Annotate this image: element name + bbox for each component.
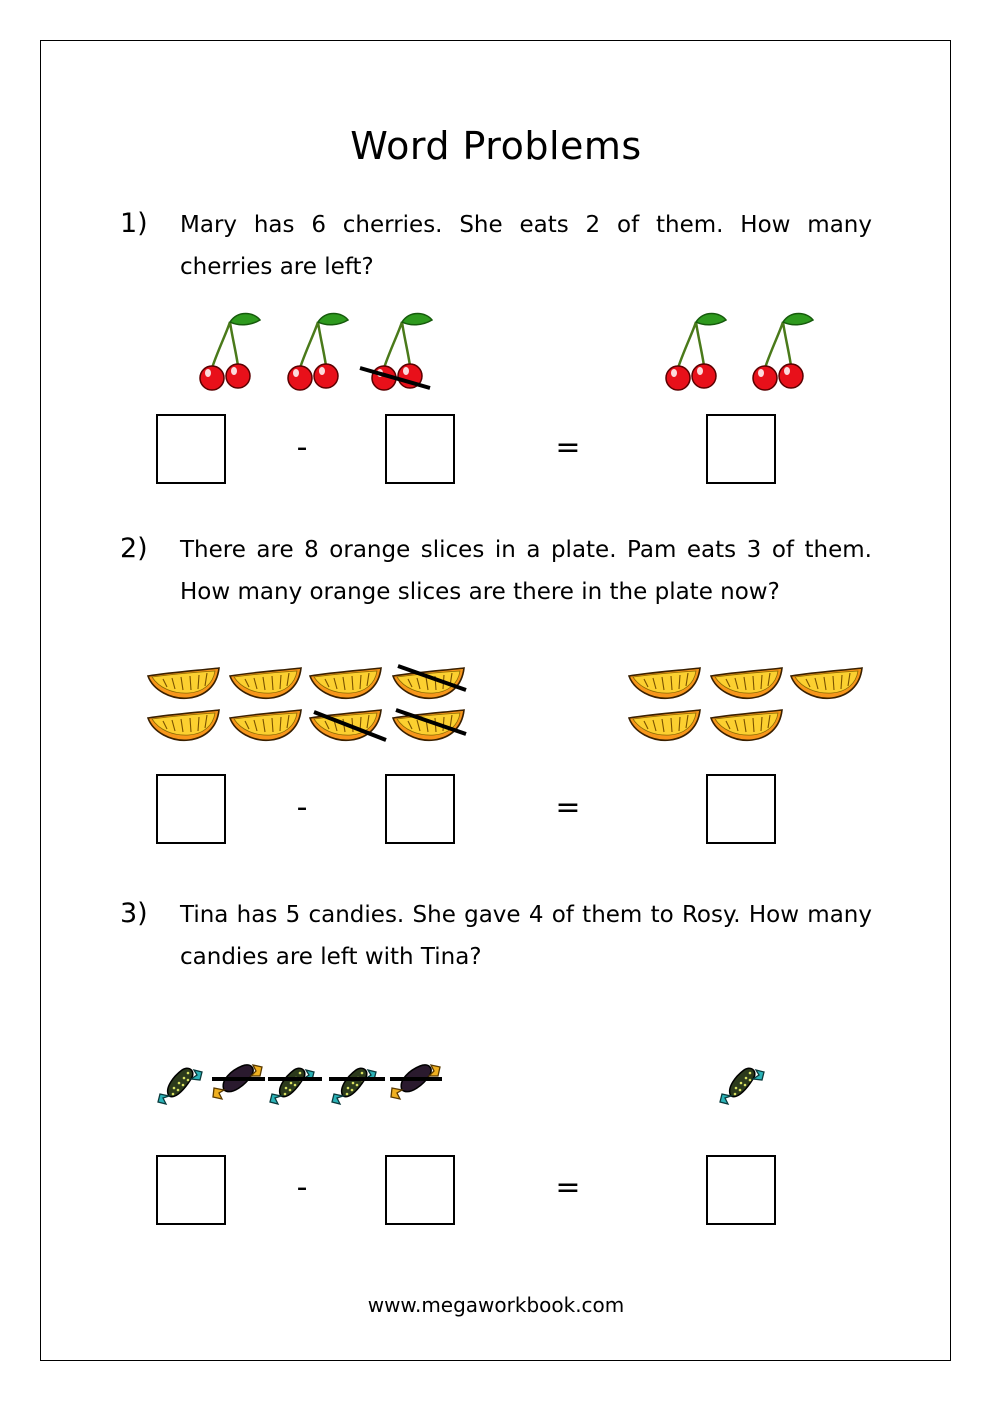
problem-1-answer-box-1[interactable]: [156, 414, 226, 484]
problem-2-text: There are 8 orange slices in a plate. Pam eats 3 of them. How many orange slices are there in the plate now?: [180, 537, 872, 605]
problem-3-equals-sign: =: [555, 1170, 581, 1205]
problem-3-answer-box-3[interactable]: [706, 1155, 776, 1225]
problem-3-text: Tina has 5 candies. She gave 4 of them to Rosy. How many candies are left with Tina?: [180, 902, 872, 970]
problem-3-number: 3): [120, 898, 148, 929]
problem-3-minus-sign: -: [296, 1170, 308, 1205]
problem-1-minus-sign: -: [296, 430, 308, 465]
problem-2-answer-box-2[interactable]: [385, 774, 455, 844]
problem-2-answer-box-3[interactable]: [706, 774, 776, 844]
problem-1-answer-box-2[interactable]: [385, 414, 455, 484]
problem-2-minus-sign: -: [296, 790, 308, 825]
problem-1-answer-box-3[interactable]: [706, 414, 776, 484]
page-title: Word Problems: [350, 124, 642, 168]
problem-3-answer-box-1[interactable]: [156, 1155, 226, 1225]
problem-1-number: 1): [120, 208, 148, 239]
problem-1-text: Mary has 6 cherries. She eats 2 of them. How many cherries are left?: [180, 212, 872, 280]
problem-2-equals-sign: =: [555, 790, 581, 825]
problem-2-number: 2): [120, 533, 148, 564]
problem-1-equals-sign: =: [555, 430, 581, 465]
problem-3-answer-box-2[interactable]: [385, 1155, 455, 1225]
problem-2-answer-box-1[interactable]: [156, 774, 226, 844]
website-footer: www.megaworkbook.com: [367, 1293, 625, 1317]
